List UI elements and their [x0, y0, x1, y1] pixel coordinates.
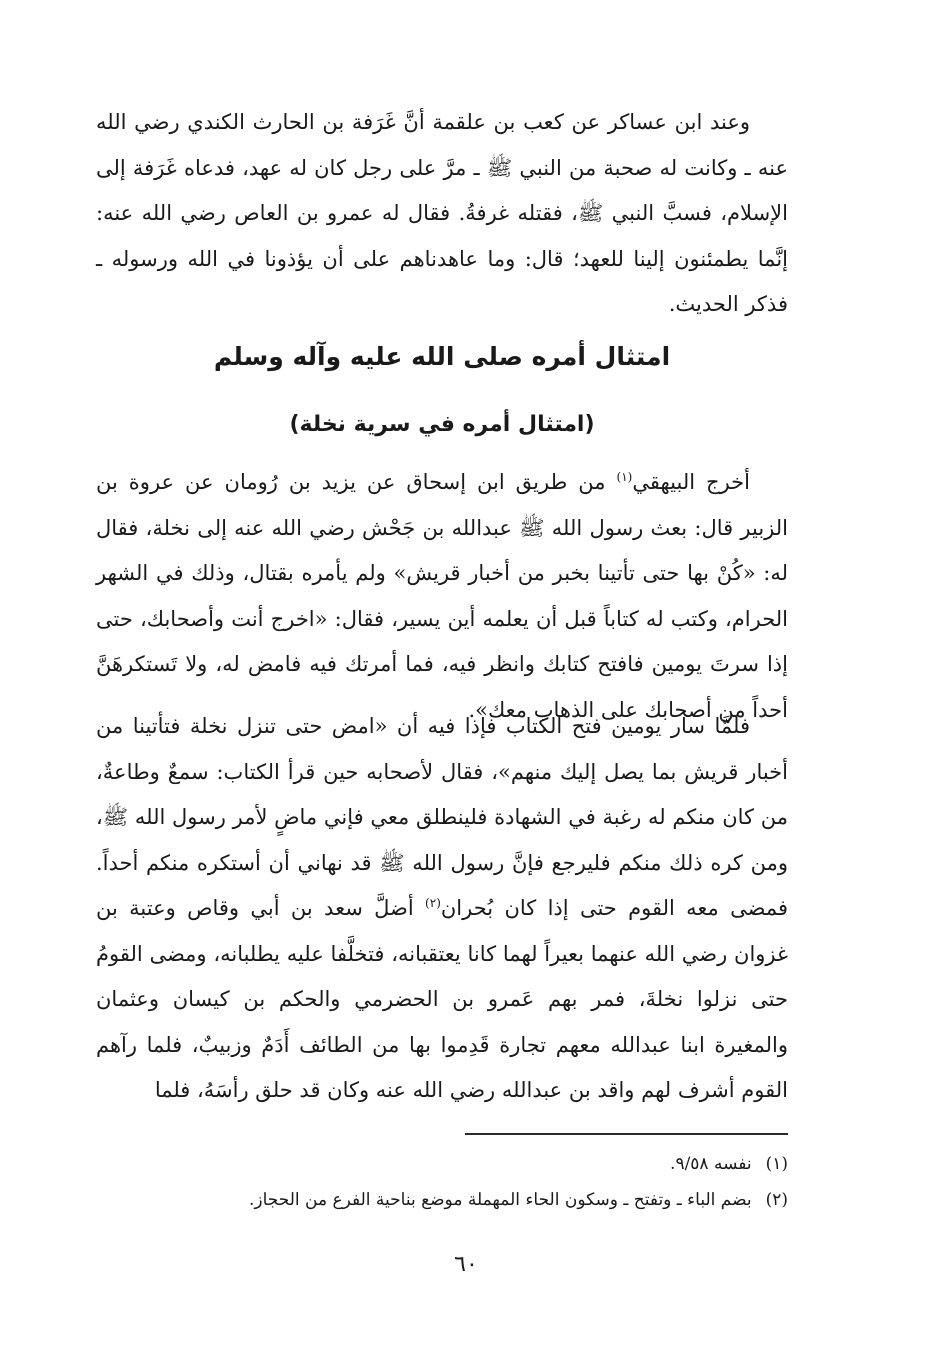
paragraph-journey	[96, 704, 788, 1114]
footnote-text: نفسه ٩/٥٨.	[670, 1154, 752, 1174]
paragraph-ibn-asakir	[96, 100, 788, 328]
paragraph-bayhaqi	[96, 460, 788, 733]
paragraph-text-part: فلمَّا سار يومين فتح الكتاب فإذا فيه أن «امض حتى تنزل نخلة فتأتينا من أخبار قريش بما يصل إليك منهم»، فقال لأصحابه حين قرأ الكتاب: سمعٌ وطاعةٌ، من كان منكم له رغبة في الشهادة فلينطلق معي فإني ماضٍ لأمر رسول الله ﷺ، ومن كره ذلك منكم فليرجع فإنَّ رسول الله ﷺ قد نهاني أن أستكره منكم أحداً. فمضى معه القوم حتى إذا كان بُحران	[96, 714, 788, 920]
paragraph-text-part: أخرج البيهقي	[632, 470, 750, 494]
footnote-number: (١)	[765, 1154, 788, 1174]
footnote-reference: (١)	[616, 470, 633, 484]
paragraph-text: وعند ابن عساكر عن كعب بن علقمة أنَّ غَرَفة بن الحارث الكندي رضي الله عنه ـ وكانت له صحبة من النبي ﷺ ـ مرَّ على رجل كان له عهد، فدعاه غَرَفة إلى الإسلام، فسبَّ النبي ﷺ، فقتله غرفةُ. فقال له عمرو بن العاص رضي الله عنه: إنَّما يطمئنون إلينا للعهد؛ قال: وما عاهدناهم على أن يؤذونا في الله ورسوله ـ فذكر الحديث.	[96, 110, 788, 316]
footnote-number: (٢)	[765, 1190, 788, 1210]
paragraph-text	[96, 460, 788, 733]
footnote-2	[96, 1182, 788, 1218]
page-number: ٦٠	[454, 1252, 478, 1277]
section-heading: امتثال أمره صلى الله عليه وآله وسلم	[213, 342, 671, 371]
footnote-separator	[465, 1133, 788, 1135]
paragraph-text	[96, 704, 788, 1114]
footnote-text: بضم الباء ـ وتفتح ـ وسكون الحاء المهملة موضع بناحية الفرع من الحجاز.	[248, 1190, 752, 1210]
footnote-reference: (٢)	[425, 896, 441, 910]
section-subheading: (امتثال أمره في سرية نخلة)	[289, 412, 595, 437]
footnote-1	[96, 1146, 788, 1182]
paragraph-text-part: أضلَّ سعد بن أبي وقاص وعتبة بن غزوان رضي الله عنهما بعيراً لهما كانا يعتقبانه، فتخلَّفا عليه يطلبانه، ومضى القومُ حتى نزلوا نخلةَ، فمر بهم عَمرو بن الحضرمي والحكم بن كيسان وعثمان والمغيرة ابنا عبدالله معهم تجارة قَدِموا بها من الطائف أَدَمٌ وزبيبٌ، فلما رآهم القوم أشرف لهم واقد بن عبدالله رضي الله عنه وكان قد حلق رأسَهُ، فلما	[96, 896, 788, 1102]
footnotes	[96, 1146, 788, 1218]
paragraph-text-part: من طريق ابن إسحاق عن يزيد بن رُومان عن عروة بن الزبير قال: بعث رسول الله ﷺ عبدالله بن جَحْش رضي الله عنه إلى نخلة، فقال له: «كُنْ بها حتى تأتينا بخبر من أخبار قريش» ولم يأمره بقتال، وذلك في الشهر الحرام، وكتب له كتاباً قبل أن يعلمه أين يسير، فقال: «اخرج أنت وأصحابك، حتى إذا سرتَ يومين فافتح كتابك وانظر فيه، فما أمرتك فيه فامض له، ولا تَستكرهَنَّ أحداً من أصحابك على الذهاب معك».	[96, 470, 788, 722]
